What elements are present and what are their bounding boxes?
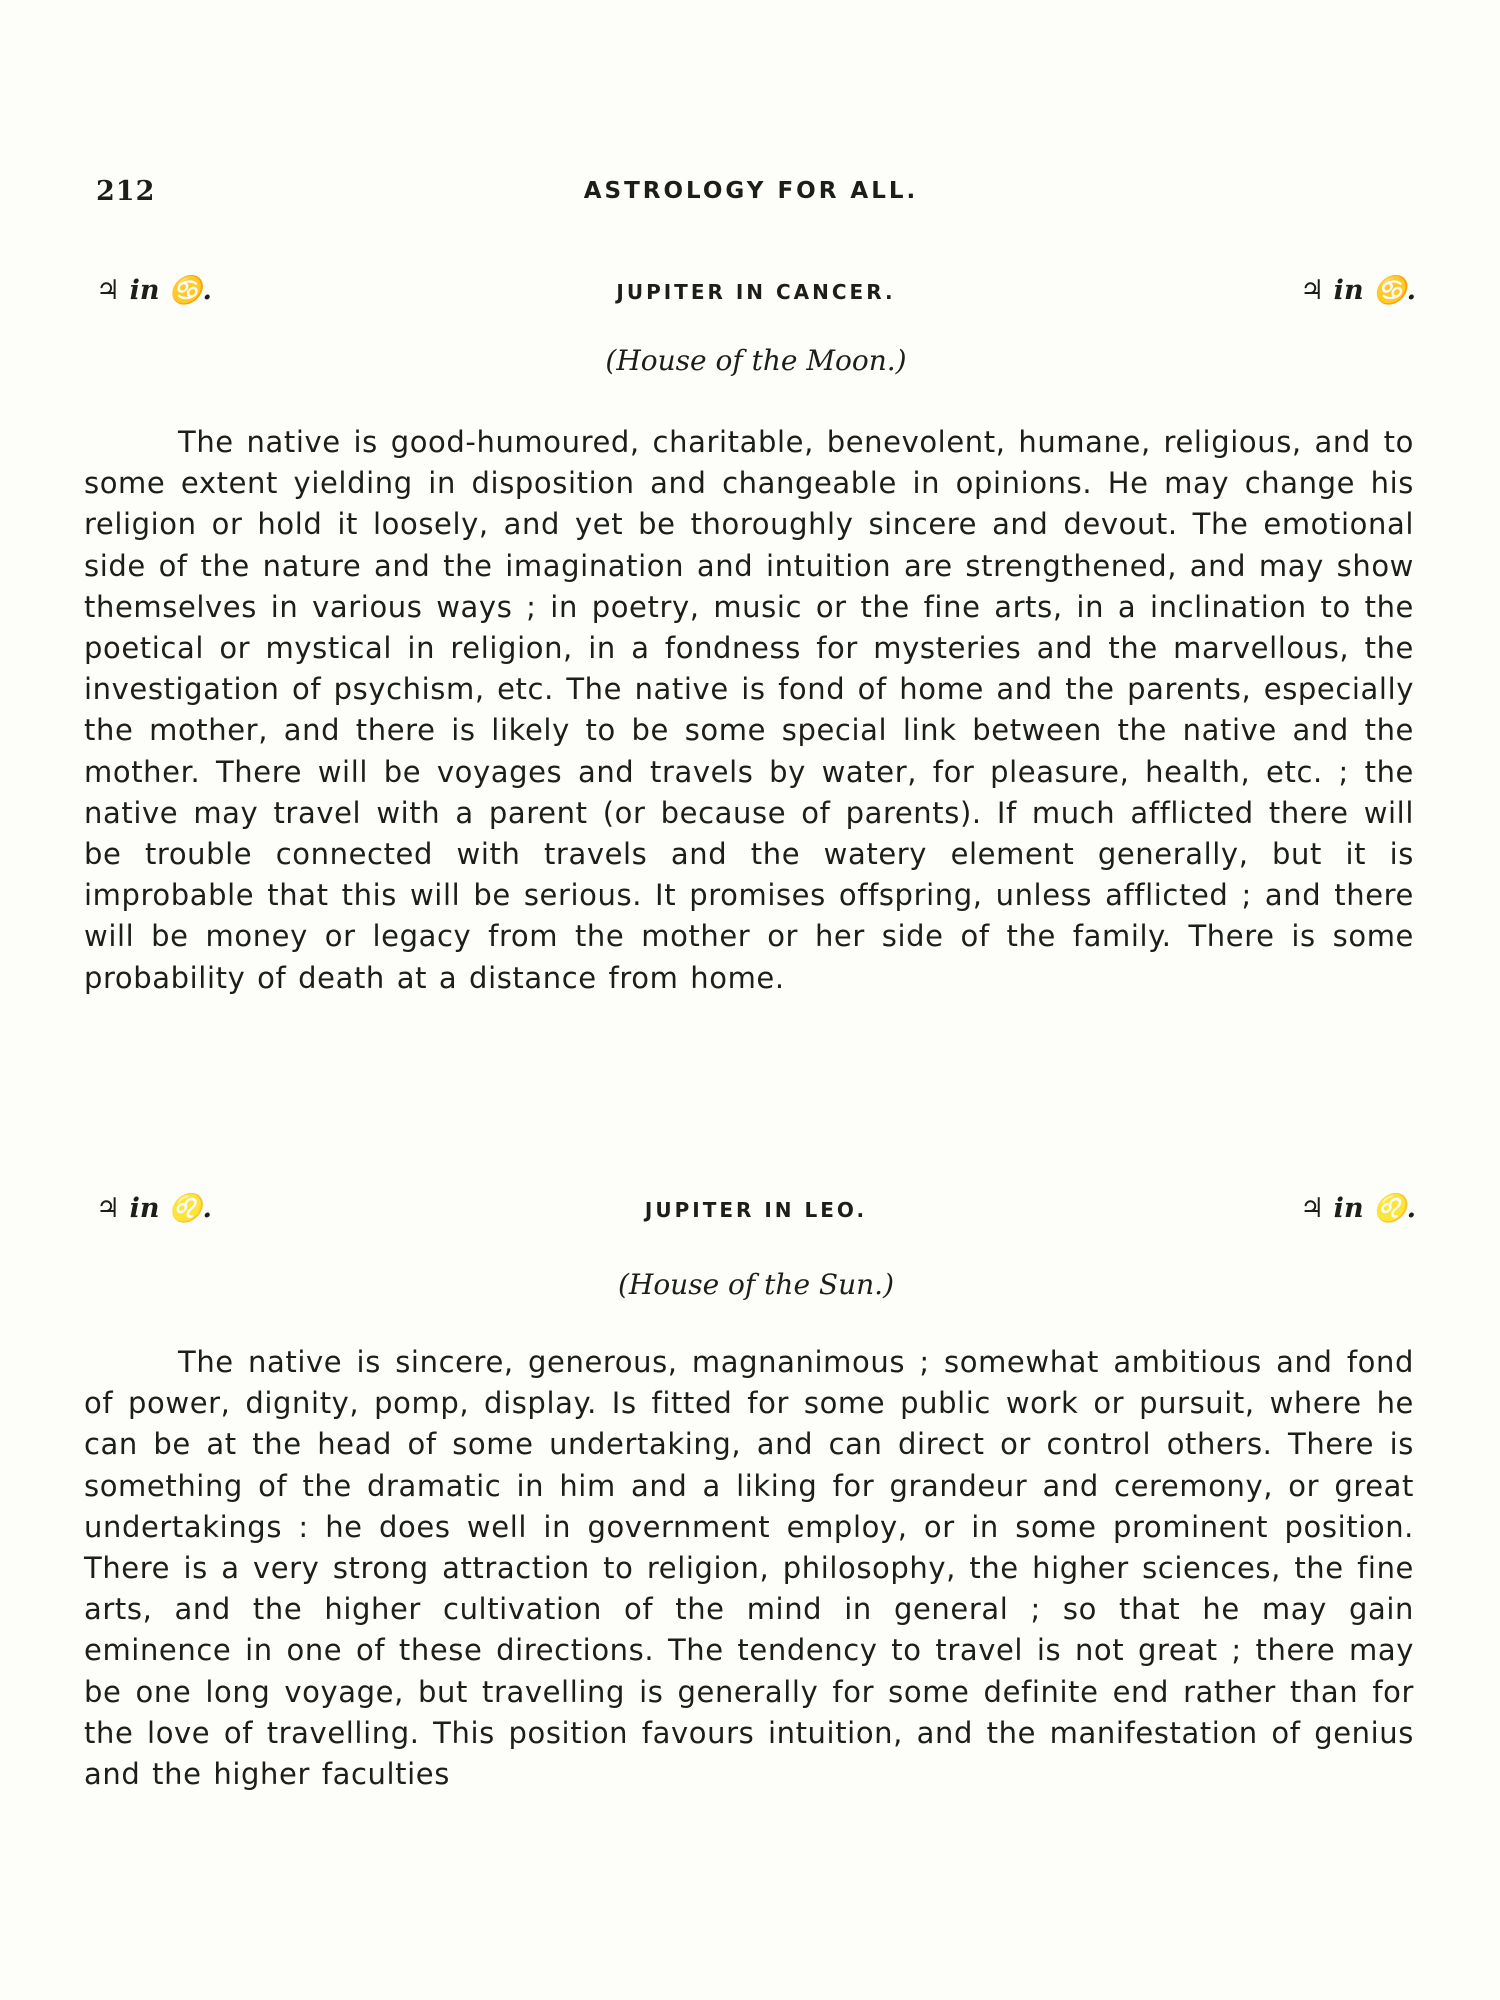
section-marker-left: ♃ in ♋. — [96, 275, 212, 306]
running-head — [96, 176, 1406, 216]
section-marker-right: ♃ in ♌. — [1300, 1193, 1416, 1224]
section-title: JUPITER IN CANCER. — [616, 280, 896, 304]
section-heading-jupiter-in-cancer — [96, 274, 1416, 318]
section-marker-right: ♃ in ♋. — [1300, 275, 1416, 306]
book-title: ASTROLOGY FOR ALL. — [583, 178, 919, 204]
section-paragraph: The native is good-humoured, charitable, benevolent, humane, religious, and to some extent yielding in disposition and changeable in opinions. He may change his religion or hold it loosely, and yet be thoroughly sincere and devout. The emotional side of the nature and the imagination and intuition are strengthened, and may show themselves in various ways ; in poetry, music or the fine arts, in a inclination to the poetical or mystical in religion, in a fondness for mysteries and the marvellous, the investigation of psychism, etc. The native is fond of home and the parents, especially the mother, and there is likely to be some special link between the native and the mother. There will be voyages and travels by water, for pleasure, health, etc. ; the native may travel with a parent (or because of parents). If much afflicted there will be trouble connected with travels and the watery element generally, but it is improbable that this will be serious. It promises offspring, unless afflicted ; and there will be money or legacy from the mother or her side of the family. There is some probability of death at a distance from home. — [84, 425, 1414, 995]
section-paragraph: The native is sincere, generous, magnanimous ; somewhat ambitious and fond of power, dignity, pomp, display. Is fitted for some public work or pursuit, where he can be at the head of some undertaking, and can direct or control others. There is something of the dramatic in him and a liking for grandeur and ceremony, or great undertakings : he does well in government employ, or in some prominent position. There is a very strong attraction to religion, philosophy, the higher sciences, the fine arts, and the higher cultivation of the mind in general ; so that he may gain eminence in one of these directions. The tendency to travel is not great ; there may be one long voyage, but travelling is generally for some definite end rather than for the love of travelling. This position favours intuition, and the manifestation of genius and the higher faculties — [84, 1345, 1414, 1792]
page-number: 212 — [96, 176, 156, 207]
section-marker-left: ♃ in ♌. — [96, 1193, 212, 1224]
section-title: JUPITER IN LEO. — [644, 1198, 868, 1222]
section-heading-jupiter-in-leo — [96, 1192, 1416, 1236]
section-subtitle: (House of the Moon.) — [605, 344, 907, 377]
section-subtitle: (House of the Sun.) — [617, 1268, 895, 1301]
